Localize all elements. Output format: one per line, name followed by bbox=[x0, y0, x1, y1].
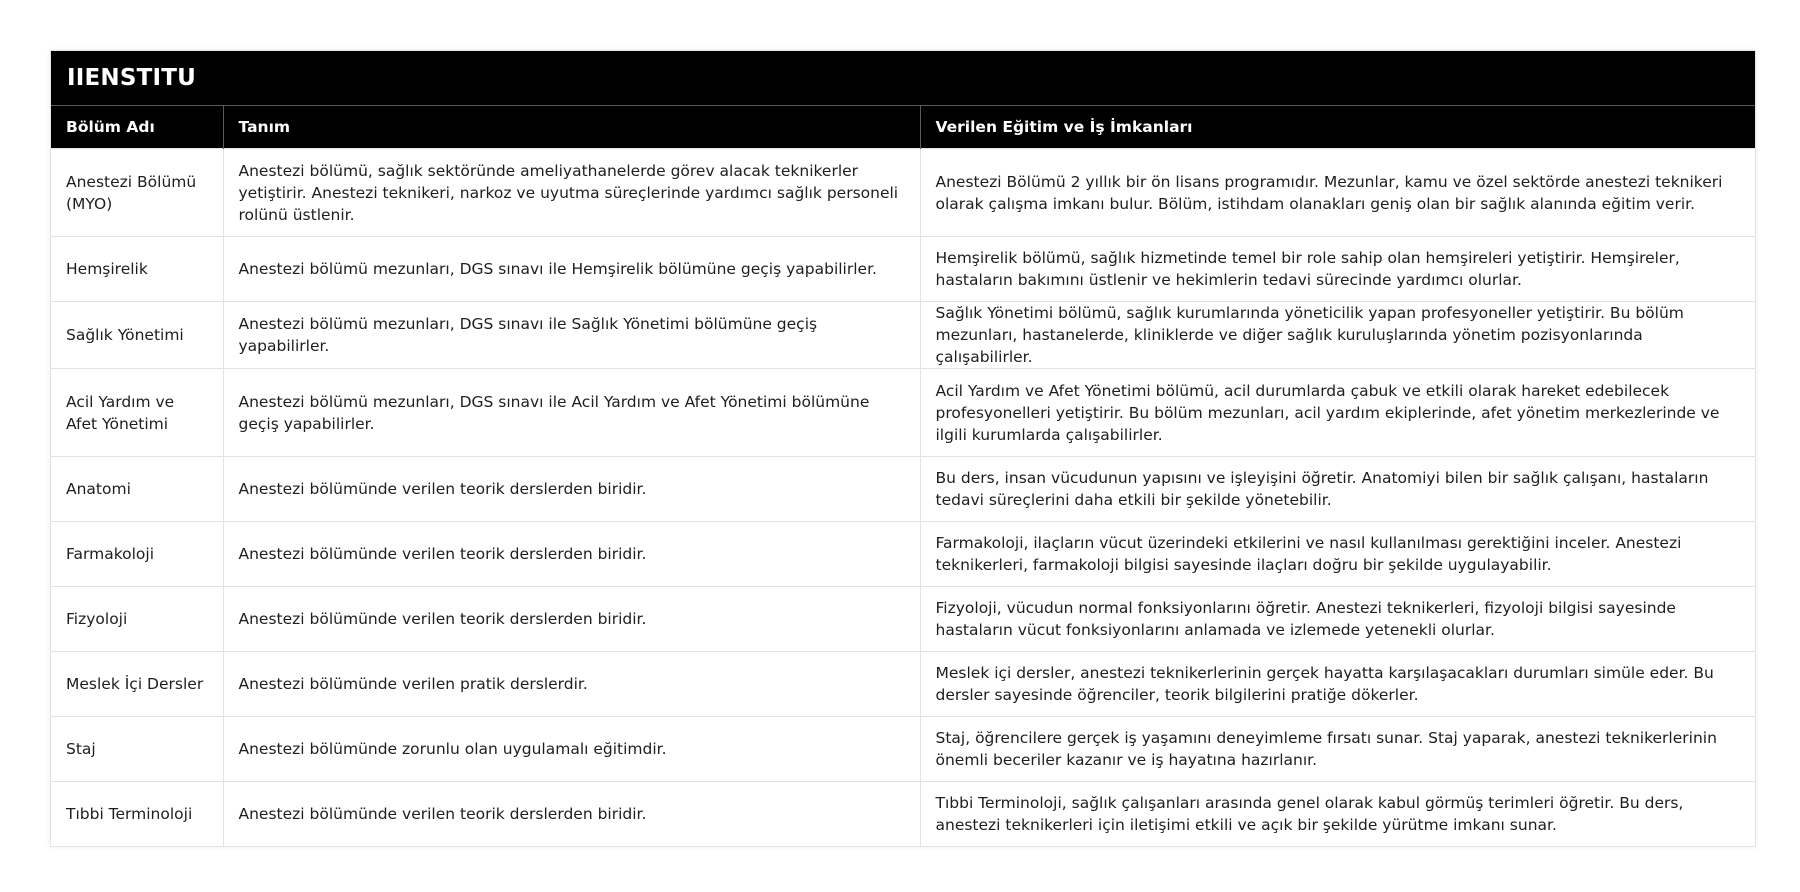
header-definition: Tanım bbox=[223, 106, 920, 149]
cell-definition: Anestezi bölümü mezunları, DGS sınavı ile Hemşirelik bölümüne geçiş yapabilirler. bbox=[223, 237, 920, 302]
cell-definition: Anestezi bölümünde verilen teorik derslerden biridir. bbox=[223, 782, 920, 847]
table-row bbox=[51, 369, 1755, 457]
cell-definition: Anestezi bölümü mezunları, DGS sınavı ile Acil Yardım ve Afet Yönetimi bölümüne geçiş yapabilirler. bbox=[223, 369, 920, 457]
brand-title: IIENSTITU bbox=[51, 51, 1755, 105]
table-header-row bbox=[51, 106, 1755, 149]
table-row bbox=[51, 149, 1755, 237]
table-row bbox=[51, 782, 1755, 847]
cell-department-name: Farmakoloji bbox=[51, 522, 223, 587]
cell-definition: Anestezi bölümünde zorunlu olan uygulamalı eğitimdir. bbox=[223, 717, 920, 782]
cell-definition: Anestezi bölümünde verilen teorik derslerden biridir. bbox=[223, 587, 920, 652]
table-row bbox=[51, 587, 1755, 652]
cell-department-name: Staj bbox=[51, 717, 223, 782]
cell-department-name: Tıbbi Terminoloji bbox=[51, 782, 223, 847]
cell-department-name: Meslek İçi Dersler bbox=[51, 652, 223, 717]
table-row bbox=[51, 302, 1755, 369]
header-department-name: Bölüm Adı bbox=[51, 106, 223, 149]
table-row bbox=[51, 237, 1755, 302]
table-row bbox=[51, 717, 1755, 782]
cell-opportunities: Hemşirelik bölümü, sağlık hizmetinde temel bir role sahip olan hemşireleri yetiştirir. Hemşireler, hastaların bakımını üstlenir ve hekimlerin tedavi sürecinde yardımcı olurlar. bbox=[920, 237, 1755, 302]
header-opportunities: Verilen Eğitim ve İş İmkanları bbox=[920, 106, 1755, 149]
cell-definition: Anestezi bölümü, sağlık sektöründe ameliyathanelerde görev alacak teknikerler yetiştirir. Anestezi teknikeri, narkoz ve uyutma süreçlerinde yardımcı sağlık personeli rolünü üstlenir. bbox=[223, 149, 920, 237]
cell-department-name: Anatomi bbox=[51, 457, 223, 522]
cell-opportunities: Anestezi Bölümü 2 yıllık bir ön lisans programıdır. Mezunlar, kamu ve özel sektörde anestezi teknikeri olarak çalışma imkanı bulur. Bölüm, istihdam olanakları geniş olan bir sağlık alanında eğitim verir. bbox=[920, 149, 1755, 237]
cell-opportunities: Farmakoloji, ilaçların vücut üzerindeki etkilerini ve nasıl kullanılması gerektiğini inceler. Anestezi teknikerleri, farmakoloji bilgisi sayesinde ilaçları doğru bir şekilde uygulayabilir. bbox=[920, 522, 1755, 587]
cell-definition: Anestezi bölümünde verilen pratik derslerdir. bbox=[223, 652, 920, 717]
cell-opportunities: Acil Yardım ve Afet Yönetimi bölümü, acil durumlarda çabuk ve etkili olarak hareket edebilecek profesyonelleri yetiştirir. Bu bölüm mezunları, acil yardım ekiplerinde, afet yönetim merkezlerinde ve ilgili kurumlarda çalışabilirler. bbox=[920, 369, 1755, 457]
cell-department-name: Fizyoloji bbox=[51, 587, 223, 652]
table-row bbox=[51, 522, 1755, 587]
cell-department-name: Hemşirelik bbox=[51, 237, 223, 302]
table-row bbox=[51, 652, 1755, 717]
table-row bbox=[51, 457, 1755, 522]
cell-opportunities: Fizyoloji, vücudun normal fonksiyonlarını öğretir. Anestezi teknikerleri, fizyoloji bilgisi sayesinde hastaların vücut fonksiyonlarını anlamada ve izlemede yetenekli olurlar. bbox=[920, 587, 1755, 652]
cell-department-name: Anestezi Bölümü (MYO) bbox=[51, 149, 223, 237]
cell-department-name: Acil Yardım ve Afet Yönetimi bbox=[51, 369, 223, 457]
table-card bbox=[50, 50, 1756, 847]
cell-opportunities: Tıbbi Terminoloji, sağlık çalışanları arasında genel olarak kabul görmüş terimleri öğretir. Bu ders, anestezi teknikerleri için iletişimi etkili ve açık bir şekilde yürütme imkanı sunar. bbox=[920, 782, 1755, 847]
cell-opportunities: Bu ders, insan vücudunun yapısını ve işleyişini öğretir. Anatomiyi bilen bir sağlık çalışanı, hastaların tedavi süreçlerini daha etkili bir şekilde yönetebilir. bbox=[920, 457, 1755, 522]
cell-definition: Anestezi bölümünde verilen teorik derslerden biridir. bbox=[223, 522, 920, 587]
cell-opportunities: Sağlık Yönetimi bölümü, sağlık kurumlarında yöneticilik yapan profesyoneller yetiştirir. Bu bölüm mezunları, hastanelerde, kliniklerde ve diğer sağlık kuruluşlarında yönetim pozisyonlarında çalışabilirler. bbox=[920, 302, 1755, 369]
cell-opportunities: Staj, öğrencilere gerçek iş yaşamını deneyimleme fırsatı sunar. Staj yaparak, anestezi teknikerlerinin önemli beceriler kazanır ve iş hayatına hazırlanır. bbox=[920, 717, 1755, 782]
cell-definition: Anestezi bölümü mezunları, DGS sınavı ile Sağlık Yönetimi bölümüne geçiş yapabilirler. bbox=[223, 302, 920, 369]
departments-table bbox=[51, 105, 1755, 846]
cell-opportunities: Meslek içi dersler, anestezi teknikerlerinin gerçek hayatta karşılaşacakları durumları simüle eder. Bu dersler sayesinde öğrenciler, teorik bilgilerini pratiğe dökerler. bbox=[920, 652, 1755, 717]
cell-definition: Anestezi bölümünde verilen teorik derslerden biridir. bbox=[223, 457, 920, 522]
cell-department-name: Sağlık Yönetimi bbox=[51, 302, 223, 369]
